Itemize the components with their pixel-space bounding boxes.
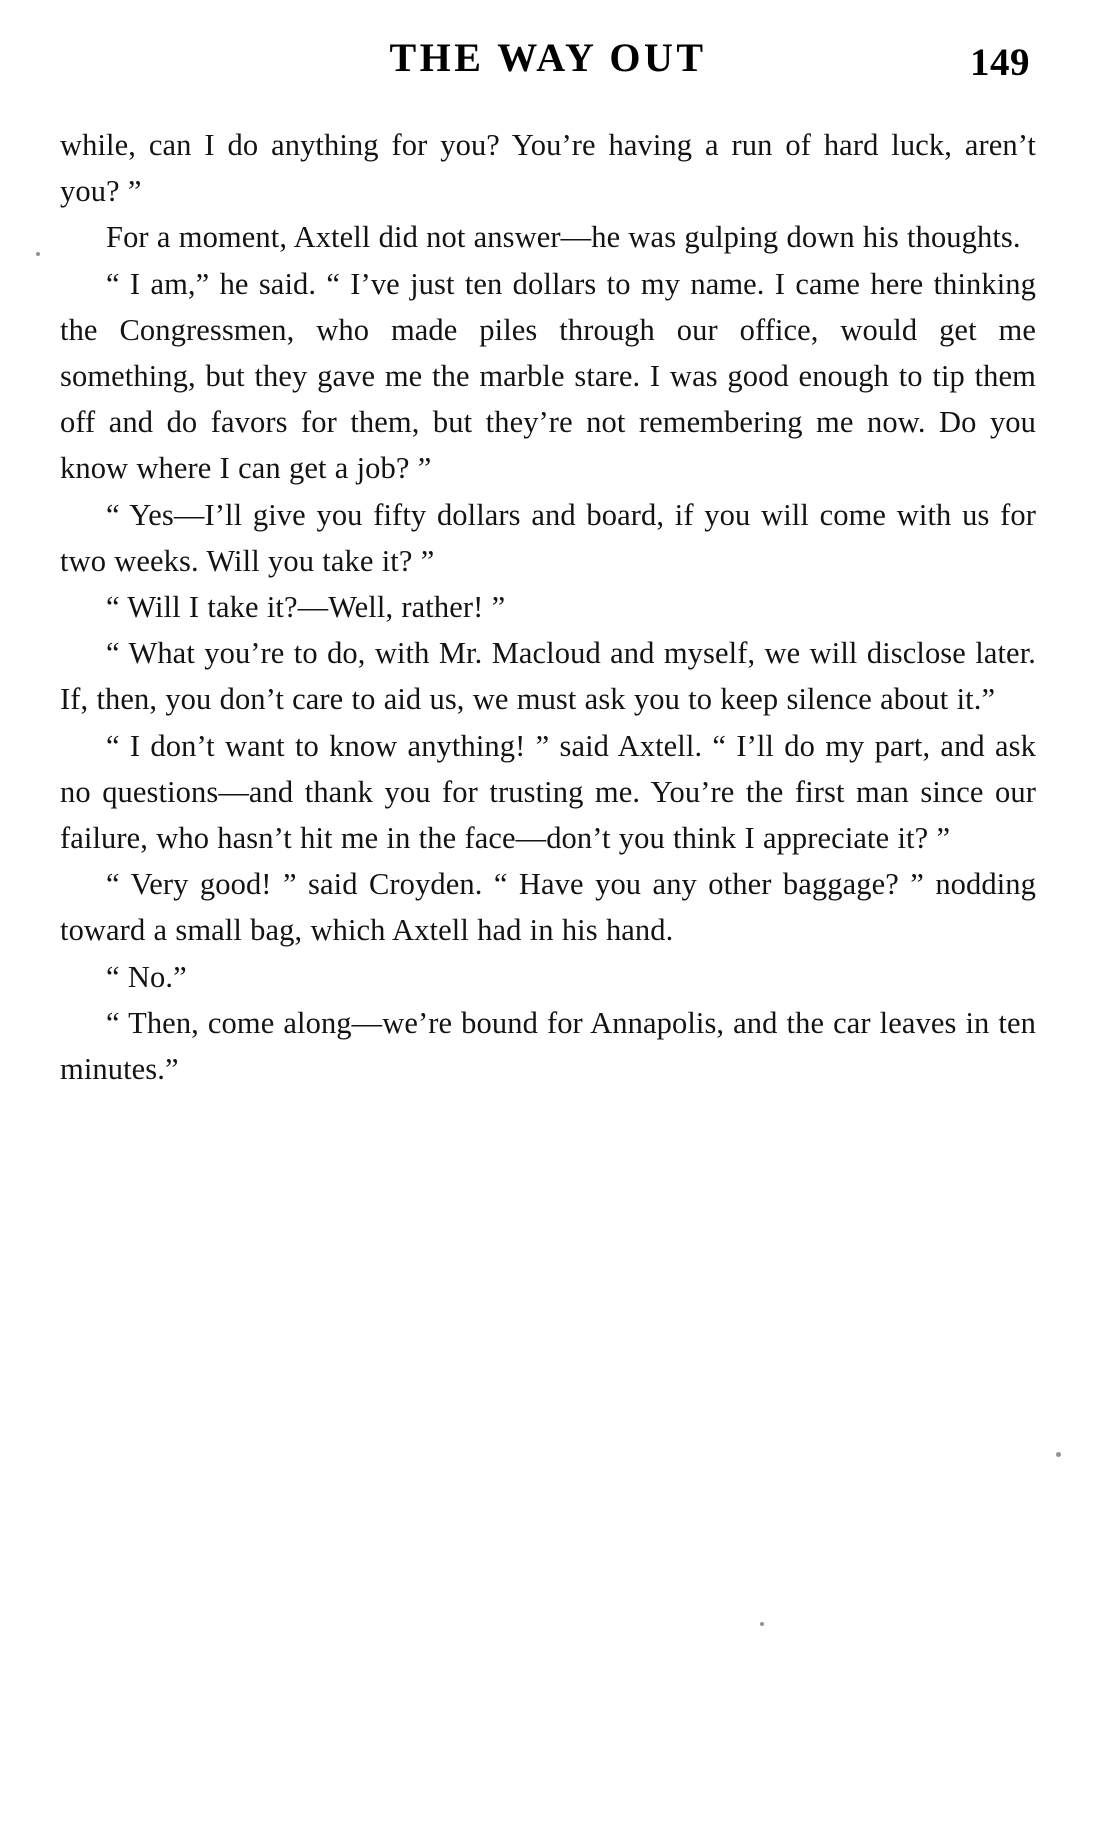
paragraph: “ Then, come along—we’re bound for Annapolis, and the car leaves in ten minutes.”	[60, 1005, 1036, 1087]
paragraph: “ Will I take it?—Well, rather! ”	[106, 590, 506, 625]
running-head: THE WAY OUT	[389, 35, 707, 80]
paragraph: while, can I do anything for you? You’re having a run of hard luck, aren’t you? ”	[60, 128, 1036, 209]
page-number: 149	[970, 41, 1030, 84]
paragraph: For a moment, Axtell did not answer—he was gulping down his thoughts.	[106, 220, 1021, 255]
page-header	[58, 34, 1038, 96]
paragraph: “ I am,” he said. “ I’ve just ten dollars to my name. I came here thinking the Congressmen, who made piles through our office, would get me something, but they gave me the marble stare. I was good enough to tip them off and do favors for them, but they’re not remembering me now. Do you know where I can get a job? ”	[60, 266, 1036, 486]
page-body	[58, 122, 1038, 1092]
paragraph: “ What you’re to do, with Mr. Macloud and myself, we will disclose later. If, then, you don’t care to aid us, we must ask you to keep silence about it.”	[60, 636, 1036, 717]
paragraph: “ Yes—I’ll give you fifty dollars and board, if you will come with us for two weeks. Will you take it? ”	[60, 497, 1036, 578]
print-speck	[36, 252, 40, 256]
paragraph: “ No.”	[106, 959, 187, 994]
print-speck	[1056, 1452, 1061, 1457]
print-speck	[760, 1622, 764, 1626]
paragraph: “ I don’t want to know anything! ” said Axtell. “ I’ll do my part, and ask no questions—and thank you for trusting me. You’re the first man since our failure, who hasn’t hit me in the face—don’t you think I appreciate it? ”	[60, 728, 1036, 856]
paragraph: “ Very good! ” said Croyden. “ Have you any other baggage? ” nodding toward a small bag, which Axtell had in his hand.	[60, 867, 1036, 948]
